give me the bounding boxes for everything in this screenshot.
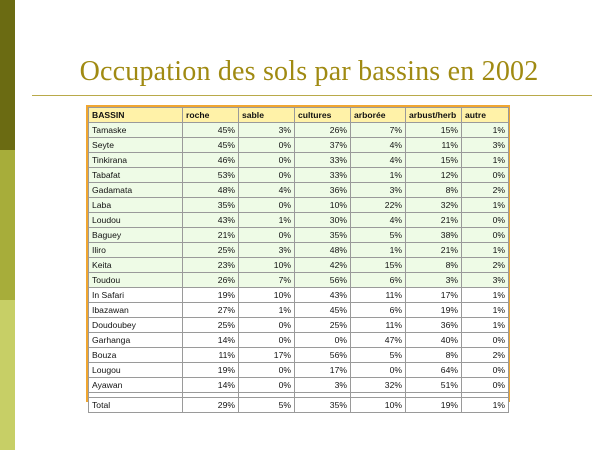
basin-name-cell: Ibazawan (89, 303, 183, 318)
value-cell: 4% (351, 153, 406, 168)
value-cell: 8% (406, 258, 462, 273)
value-cell: 0% (239, 378, 295, 393)
table-header-row (89, 108, 509, 123)
header-bassin: BASSIN (89, 108, 183, 123)
value-cell: 1% (462, 303, 509, 318)
value-cell: 3% (239, 243, 295, 258)
value-cell: 51% (406, 378, 462, 393)
value-cell: 56% (295, 348, 351, 363)
value-cell: 21% (406, 213, 462, 228)
value-cell: 64% (406, 363, 462, 378)
basin-name-cell: Bouza (89, 348, 183, 363)
value-cell: 36% (406, 318, 462, 333)
value-cell: 3% (239, 123, 295, 138)
total-value-cell: 5% (239, 398, 295, 413)
header-autre: autre (462, 108, 509, 123)
value-cell: 32% (406, 198, 462, 213)
value-cell: 2% (462, 183, 509, 198)
value-cell: 1% (462, 288, 509, 303)
total-value-cell: 1% (462, 398, 509, 413)
basin-name-cell: Gadamata (89, 183, 183, 198)
value-cell: 37% (295, 138, 351, 153)
value-cell: 1% (462, 123, 509, 138)
basin-name-cell: Keita (89, 258, 183, 273)
value-cell: 1% (462, 153, 509, 168)
table-row (89, 198, 509, 213)
accent-bar-light (0, 300, 15, 450)
table-row (89, 213, 509, 228)
table-row (89, 258, 509, 273)
value-cell: 33% (295, 168, 351, 183)
header-arbust-herb: arbust/herb (406, 108, 462, 123)
value-cell: 0% (239, 138, 295, 153)
value-cell: 32% (351, 378, 406, 393)
value-cell: 1% (462, 198, 509, 213)
basin-name-cell: Laba (89, 198, 183, 213)
value-cell: 35% (295, 228, 351, 243)
total-value-cell: 29% (183, 398, 239, 413)
value-cell: 6% (351, 273, 406, 288)
basin-name-cell: Tabafat (89, 168, 183, 183)
total-value-cell: 19% (406, 398, 462, 413)
table-row (89, 153, 509, 168)
value-cell: 0% (462, 213, 509, 228)
value-cell: 25% (183, 318, 239, 333)
value-cell: 35% (183, 198, 239, 213)
value-cell: 45% (183, 138, 239, 153)
value-cell: 11% (351, 318, 406, 333)
table-row (89, 183, 509, 198)
basin-name-cell: Doudoubey (89, 318, 183, 333)
value-cell: 19% (183, 363, 239, 378)
value-cell: 0% (462, 363, 509, 378)
table-row (89, 168, 509, 183)
value-cell: 38% (406, 228, 462, 243)
basin-name-cell: Seyte (89, 138, 183, 153)
value-cell: 11% (351, 288, 406, 303)
value-cell: 8% (406, 348, 462, 363)
table-body (89, 123, 509, 413)
value-cell: 0% (351, 363, 406, 378)
basin-name-cell: Ayawan (89, 378, 183, 393)
value-cell: 0% (239, 198, 295, 213)
value-cell: 25% (183, 243, 239, 258)
value-cell: 3% (351, 183, 406, 198)
value-cell: 40% (406, 333, 462, 348)
table-row (89, 138, 509, 153)
value-cell: 2% (462, 348, 509, 363)
value-cell: 17% (295, 363, 351, 378)
slide-accent-bar (0, 0, 15, 450)
value-cell: 22% (351, 198, 406, 213)
table-row (89, 288, 509, 303)
basin-name-cell: Lougou (89, 363, 183, 378)
value-cell: 8% (406, 183, 462, 198)
value-cell: 3% (462, 273, 509, 288)
value-cell: 53% (183, 168, 239, 183)
value-cell: 10% (239, 288, 295, 303)
total-value-cell: 10% (351, 398, 406, 413)
value-cell: 21% (183, 228, 239, 243)
table-row (89, 123, 509, 138)
land-use-table (88, 107, 509, 413)
value-cell: 1% (351, 243, 406, 258)
value-cell: 43% (295, 288, 351, 303)
header-roche: roche (183, 108, 239, 123)
basin-name-cell: Tamaske (89, 123, 183, 138)
value-cell: 0% (239, 363, 295, 378)
value-cell: 7% (239, 273, 295, 288)
value-cell: 0% (239, 153, 295, 168)
value-cell: 14% (183, 378, 239, 393)
value-cell: 15% (351, 258, 406, 273)
value-cell: 0% (462, 333, 509, 348)
table-total-row (89, 398, 509, 413)
value-cell: 0% (462, 228, 509, 243)
value-cell: 15% (406, 123, 462, 138)
value-cell: 14% (183, 333, 239, 348)
value-cell: 27% (183, 303, 239, 318)
value-cell: 26% (183, 273, 239, 288)
accent-bar-dark (0, 0, 15, 150)
value-cell: 21% (406, 243, 462, 258)
value-cell: 0% (239, 318, 295, 333)
value-cell: 48% (295, 243, 351, 258)
value-cell: 45% (183, 123, 239, 138)
value-cell: 3% (406, 273, 462, 288)
table-row (89, 318, 509, 333)
total-value-cell: 35% (295, 398, 351, 413)
value-cell: 47% (351, 333, 406, 348)
value-cell: 12% (406, 168, 462, 183)
table-row (89, 303, 509, 318)
value-cell: 0% (239, 228, 295, 243)
value-cell: 23% (183, 258, 239, 273)
value-cell: 4% (351, 138, 406, 153)
value-cell: 2% (462, 258, 509, 273)
value-cell: 45% (295, 303, 351, 318)
value-cell: 56% (295, 273, 351, 288)
basin-name-cell: Baguey (89, 228, 183, 243)
value-cell: 0% (462, 168, 509, 183)
table-row (89, 348, 509, 363)
value-cell: 33% (295, 153, 351, 168)
value-cell: 7% (351, 123, 406, 138)
value-cell: 17% (239, 348, 295, 363)
value-cell: 1% (462, 318, 509, 333)
value-cell: 1% (351, 168, 406, 183)
value-cell: 11% (183, 348, 239, 363)
value-cell: 0% (239, 333, 295, 348)
value-cell: 36% (295, 183, 351, 198)
value-cell: 1% (239, 303, 295, 318)
value-cell: 4% (351, 213, 406, 228)
title-divider (32, 95, 592, 96)
value-cell: 10% (295, 198, 351, 213)
value-cell: 11% (406, 138, 462, 153)
value-cell: 48% (183, 183, 239, 198)
basin-name-cell: Loudou (89, 213, 183, 228)
value-cell: 30% (295, 213, 351, 228)
value-cell: 19% (183, 288, 239, 303)
header-cultures: cultures (295, 108, 351, 123)
header-sable: sable (239, 108, 295, 123)
value-cell: 5% (351, 348, 406, 363)
land-use-table-frame (86, 105, 510, 410)
basin-name-cell: Toudou (89, 273, 183, 288)
value-cell: 1% (239, 213, 295, 228)
value-cell: 26% (295, 123, 351, 138)
value-cell: 15% (406, 153, 462, 168)
value-cell: 25% (295, 318, 351, 333)
slide-title: Occupation des sols par bassins en 2002 (79, 56, 539, 87)
value-cell: 46% (183, 153, 239, 168)
value-cell: 1% (462, 243, 509, 258)
table-row (89, 333, 509, 348)
accent-bar-mid (0, 150, 15, 300)
basin-name-cell: In Safari (89, 288, 183, 303)
value-cell: 42% (295, 258, 351, 273)
value-cell: 43% (183, 213, 239, 228)
value-cell: 5% (351, 228, 406, 243)
table-row (89, 243, 509, 258)
basin-name-cell: Tinkirana (89, 153, 183, 168)
value-cell: 0% (295, 333, 351, 348)
value-cell: 4% (239, 183, 295, 198)
value-cell: 3% (295, 378, 351, 393)
basin-name-cell: Iliro (89, 243, 183, 258)
value-cell: 0% (462, 378, 509, 393)
table-row (89, 228, 509, 243)
value-cell: 17% (406, 288, 462, 303)
value-cell: 0% (239, 168, 295, 183)
total-label-cell: Total (89, 398, 183, 413)
table-row (89, 378, 509, 393)
value-cell: 19% (406, 303, 462, 318)
value-cell: 3% (462, 138, 509, 153)
table-row (89, 363, 509, 378)
header-arboree: arborée (351, 108, 406, 123)
basin-name-cell: Garhanga (89, 333, 183, 348)
value-cell: 6% (351, 303, 406, 318)
value-cell: 10% (239, 258, 295, 273)
table-row (89, 273, 509, 288)
